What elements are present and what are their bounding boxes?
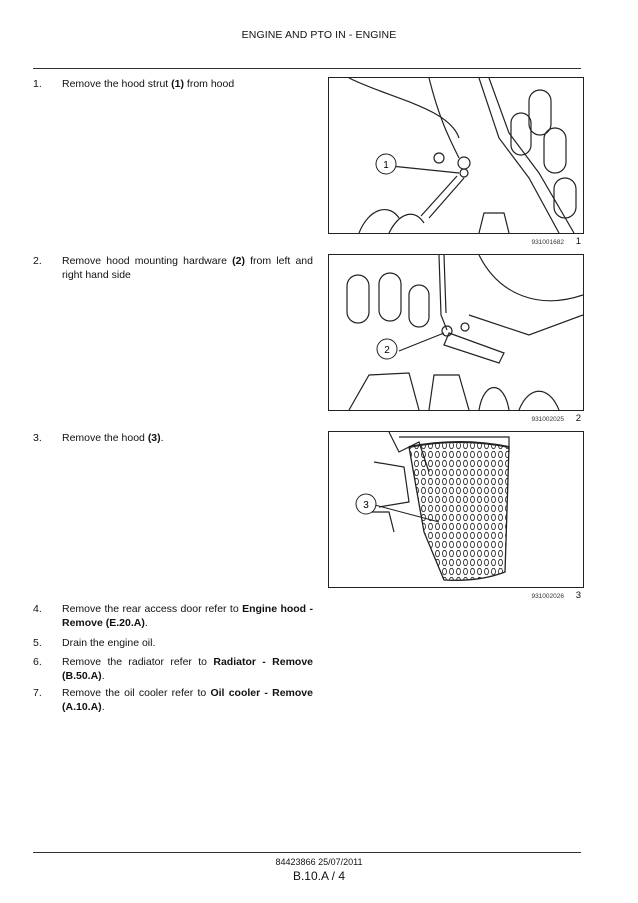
figure-number: 1 — [575, 236, 581, 247]
figure-3-callout: 3 — [363, 500, 369, 511]
figure-1-caption — [328, 236, 582, 250]
step-number: 3. — [33, 432, 42, 444]
step-number: 2. — [33, 255, 42, 267]
figure-2-callout: 2 — [384, 345, 390, 356]
step-number: 6. — [33, 656, 42, 668]
step-5 — [33, 636, 313, 650]
figure-number: 2 — [575, 413, 581, 424]
page-header-title: ENGINE AND PTO IN - ENGINE — [241, 29, 397, 41]
step-number: 1. — [33, 78, 42, 90]
step-number: 4. — [33, 603, 42, 615]
footer-doc-code: 84423866 25/07/2011 — [275, 857, 363, 867]
step-text: Remove the rear access door refer to Engine hood - Remove (E.20.A). — [62, 603, 313, 629]
figure-3-caption — [328, 590, 582, 604]
step-6 — [33, 655, 313, 683]
cross-reference: Engine hood - Remove (E.20.A) — [62, 603, 313, 629]
figure-code: 931002025 — [531, 416, 564, 423]
step-text: Remove the radiator refer to Radiator - Remove (B.50.A). — [62, 656, 313, 682]
figure-2-caption — [328, 413, 582, 427]
cross-reference: Oil cooler - Remove (A.10.A) — [62, 687, 313, 713]
figure-1-callout: 1 — [383, 160, 389, 171]
step-2 — [33, 254, 313, 282]
step-1 — [33, 77, 313, 91]
footer-page-number: B.10.A / 4 — [292, 869, 346, 883]
step-4 — [33, 602, 313, 630]
figure-1-image — [328, 77, 584, 234]
step-3 — [33, 431, 313, 445]
figure-3-image — [328, 431, 584, 588]
figure-number: 3 — [575, 590, 581, 601]
figure-2-image — [328, 254, 584, 411]
step-number: 7. — [33, 687, 42, 699]
step-7 — [33, 686, 313, 714]
figure-code: 931002026 — [531, 593, 564, 600]
step-text: Remove the hood (3). — [62, 432, 164, 444]
step-text: Remove the hood strut (1) from hood — [62, 78, 235, 90]
cross-reference: Radiator - Remove (B.50.A) — [62, 656, 313, 682]
footer-rule — [33, 852, 581, 853]
step-text: Drain the engine oil. — [62, 637, 156, 649]
header-rule — [33, 68, 581, 69]
step-number: 5. — [33, 637, 42, 649]
figure-code: 931001682 — [531, 239, 564, 246]
step-text: Remove hood mounting hardware (2) from left and right hand side — [62, 255, 313, 281]
step-text: Remove the oil cooler refer to Oil cooler - Remove (A.10.A). — [62, 687, 313, 713]
